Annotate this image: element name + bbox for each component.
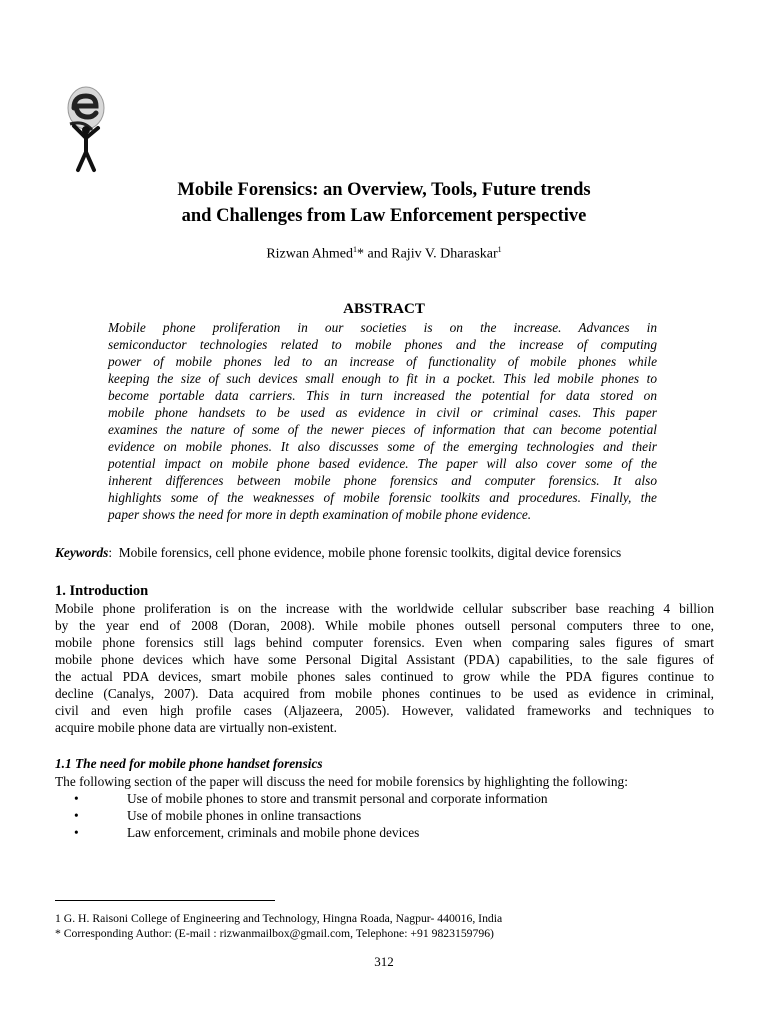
corresponding-mark: * [357,246,365,262]
abstract-line: semiconductor technologies related to mobile phones and the increase of computing [108,337,657,352]
footnote-divider [55,900,275,901]
section-heading: 1. Introduction [55,583,149,599]
body-line: the actual PDA devices, smart mobile phones sales continued to grow while the PDA figures continue to [55,669,714,684]
journal-logo-icon [62,84,118,174]
body-line: mobile phone devices which have some Personal Digital Assistant (PDA) capabilities, to the sale figures of [55,652,714,667]
footnotes [55,911,502,941]
bullet-icon: • [74,791,79,806]
bullet-icon: • [74,825,79,840]
author-name: Rajiv V. Dharaskar [391,246,498,262]
keywords-label: Keywords [55,545,109,560]
abstract-line: paper shows the need for more in depth examination of mobile phone evidence. [108,507,532,522]
body-line: Mobile phone proliferation is on the increase with the worldwide cellular subscriber base reaching 4 billion [55,601,714,616]
footnote-affiliation: 1 G. H. Raisoni College of Engineering and Technology, Hingna Roada, Nagpur- 440016, India [55,912,503,925]
affiliation-mark: 1 [353,245,358,254]
abstract-heading: ABSTRACT [343,301,425,317]
abstract-line: power of mobile phones led to an increase of functionality of mobile phones while [108,354,657,369]
page-number: 312 [374,954,394,969]
abstract-line: highlights some of the weaknesses of mobile forensic toolkits and procedures. Finally, the [108,490,657,505]
list-item-text: Law enforcement, criminals and mobile phone devices [127,825,420,840]
abstract-line: become portable data carriers. This in turn increased the potential for data stored on [108,388,657,403]
abstract-line: inherent differences between mobile phone forensics and computer forensics. It also [108,473,657,488]
author-name: Rizwan Ahmed [266,246,354,262]
body-line: mobile phone forensics still lags behind computer forensics. Even when comparing sales figures of smart [55,635,714,650]
body-line: acquire mobile phone data are virtually non-existent. [55,720,337,735]
body-line: decline (Canalys, 2007). Data acquired from mobile phones continues to be used as evidence in criminal, [55,686,714,701]
list-item-text: Use of mobile phones to store and transmit personal and corporate information [127,791,548,806]
abstract-line: potential impact on mobile phone based evidence. The paper will also cover some of the [108,456,657,471]
subsection-heading: 1.1 The need for mobile phone handset forensics [55,756,323,771]
title-line: and Challenges from Law Enforcement perspective [181,206,587,226]
abstract-text [108,319,657,523]
abstract-line: examines the nature of some of the newer pieces of information that can become potential [108,422,657,437]
subsection-intro: The following section of the paper will discuss the need for mobile forensics by highlighting the following: [55,774,628,789]
footnote-corresponding: * Corresponding Author: (E-mail : rizwanmailbox@gmail.com, Telephone: +91 9823159796) [55,927,494,940]
keywords-paragraph [55,544,735,561]
introduction-paragraph [55,600,714,736]
title-line: Mobile Forensics: an Overview, Tools, Future trends [177,180,591,200]
keywords-text: : Mobile forensics, cell phone evidence, mobile phone forensic toolkits, digital device forensics [108,545,622,560]
paper-title [0,177,768,229]
author-conjunction: and [364,246,392,262]
list-item-text: Use of mobile phones in online transactions [127,808,362,823]
body-line: civil and even high profile cases (Aljazeera, 2005). However, validated frameworks and techniques to [55,703,714,718]
abstract-line: keeping the size of such devices small enough to fit in a pocket. This led mobile phones to [108,371,657,386]
affiliation-mark: 1 [497,245,502,254]
bullet-icon: • [74,808,79,823]
abstract-line: evidence on mobile phones. It also discusses some of the emerging technologies and their [108,439,657,454]
body-line: by the year end of 2008 (Doran, 2008). While mobile phones outsell personal computers three to one, [55,618,714,633]
author-line [0,241,768,264]
abstract-line: Mobile phone proliferation in our societies is on the increase. Advances in [108,320,657,335]
abstract-line: mobile phone handsets to be used as evidence in civil or criminal cases. This paper [108,405,657,420]
